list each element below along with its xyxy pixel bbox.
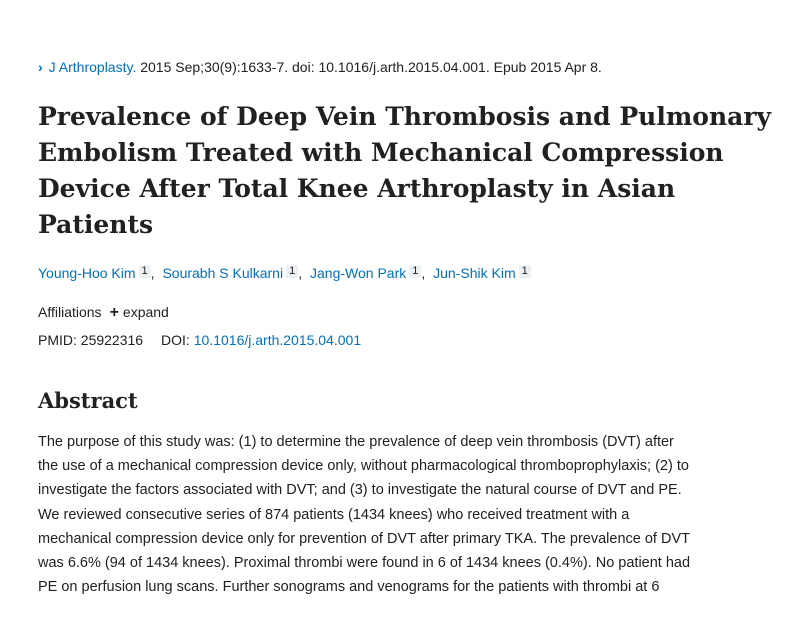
chevron-right-icon[interactable]: › [38, 59, 43, 75]
plus-icon: + [109, 304, 119, 321]
author-item [38, 265, 159, 281]
doi-link[interactable]: 10.1016/j.arth.2015.04.001 [193, 332, 362, 348]
identifiers [38, 332, 361, 348]
author-link[interactable]: Jang-Won Park [310, 265, 407, 281]
abstract-line: investigate the factors associated with DVT; and (3) to investigate the natural course of DVT and PE. [38, 482, 682, 499]
author-separator: , [150, 265, 155, 281]
citation-details: 2015 Sep;30(9):1633-7. doi: 10.1016/j.arth.2015.04.001. Epub 2015 Apr 8. [140, 59, 602, 75]
author-item [433, 265, 531, 281]
abstract-heading: Abstract [38, 388, 138, 413]
abstract-line: The purpose of this study was: (1) to determine the prevalence of deep vein thrombosis (DVT) after [38, 434, 674, 450]
author-affiliation-badge[interactable]: 1 [409, 265, 421, 278]
author-affiliation-badge[interactable]: 1 [519, 265, 531, 278]
author-separator: , [421, 265, 426, 281]
article-title: Prevalence of Deep Vein Thrombosis and Pulmonary Embolism Treated with Mechanical Compression Device After Total Knee Arthroplasty in Asian Patients [38, 102, 772, 239]
pmid-value: 25922316 [80, 332, 144, 348]
author-affiliation-badge[interactable]: 1 [139, 265, 151, 278]
author-list [38, 265, 531, 281]
expand-label: expand [122, 304, 169, 320]
pmid-label: PMID: [38, 332, 77, 348]
expand-button[interactable] [110, 304, 169, 320]
affiliations-toggle[interactable] [38, 304, 169, 322]
author-link[interactable]: Jun-Shik Kim [433, 265, 516, 281]
abstract-body [38, 430, 778, 599]
doi-label: DOI: [160, 332, 190, 348]
abstract-line: We reviewed consecutive series of 874 patients (1434 knees) who received treatment with a [38, 506, 630, 523]
author-separator: , [298, 265, 303, 281]
author-item [162, 265, 306, 281]
abstract-line: mechanical compression device only for prevention of DVT after primary TKA. The prevalence of DVT [38, 530, 690, 547]
author-link[interactable]: Young-Hoo Kim [38, 265, 136, 281]
affiliations-label: Affiliations [38, 304, 102, 320]
abstract-line: was 6.6% (94 of 1434 knees). Proximal thrombi were found in 6 of 1434 knees (0.4%). No patient had [38, 555, 691, 572]
abstract-line: PE on perfusion lung scans. Further sonograms and venograms for the patients with thrombi at 6 [38, 579, 660, 596]
journal-link[interactable]: J Arthroplasty. [48, 59, 137, 75]
author-item [310, 265, 429, 281]
author-link[interactable]: Sourabh S Kulkarni [162, 265, 284, 281]
abstract-line: the use of a mechanical compression device only, without pharmacological thromboprophylaxis; (2) to [38, 458, 689, 475]
citation-line [38, 59, 602, 75]
author-affiliation-badge[interactable]: 1 [286, 265, 298, 278]
